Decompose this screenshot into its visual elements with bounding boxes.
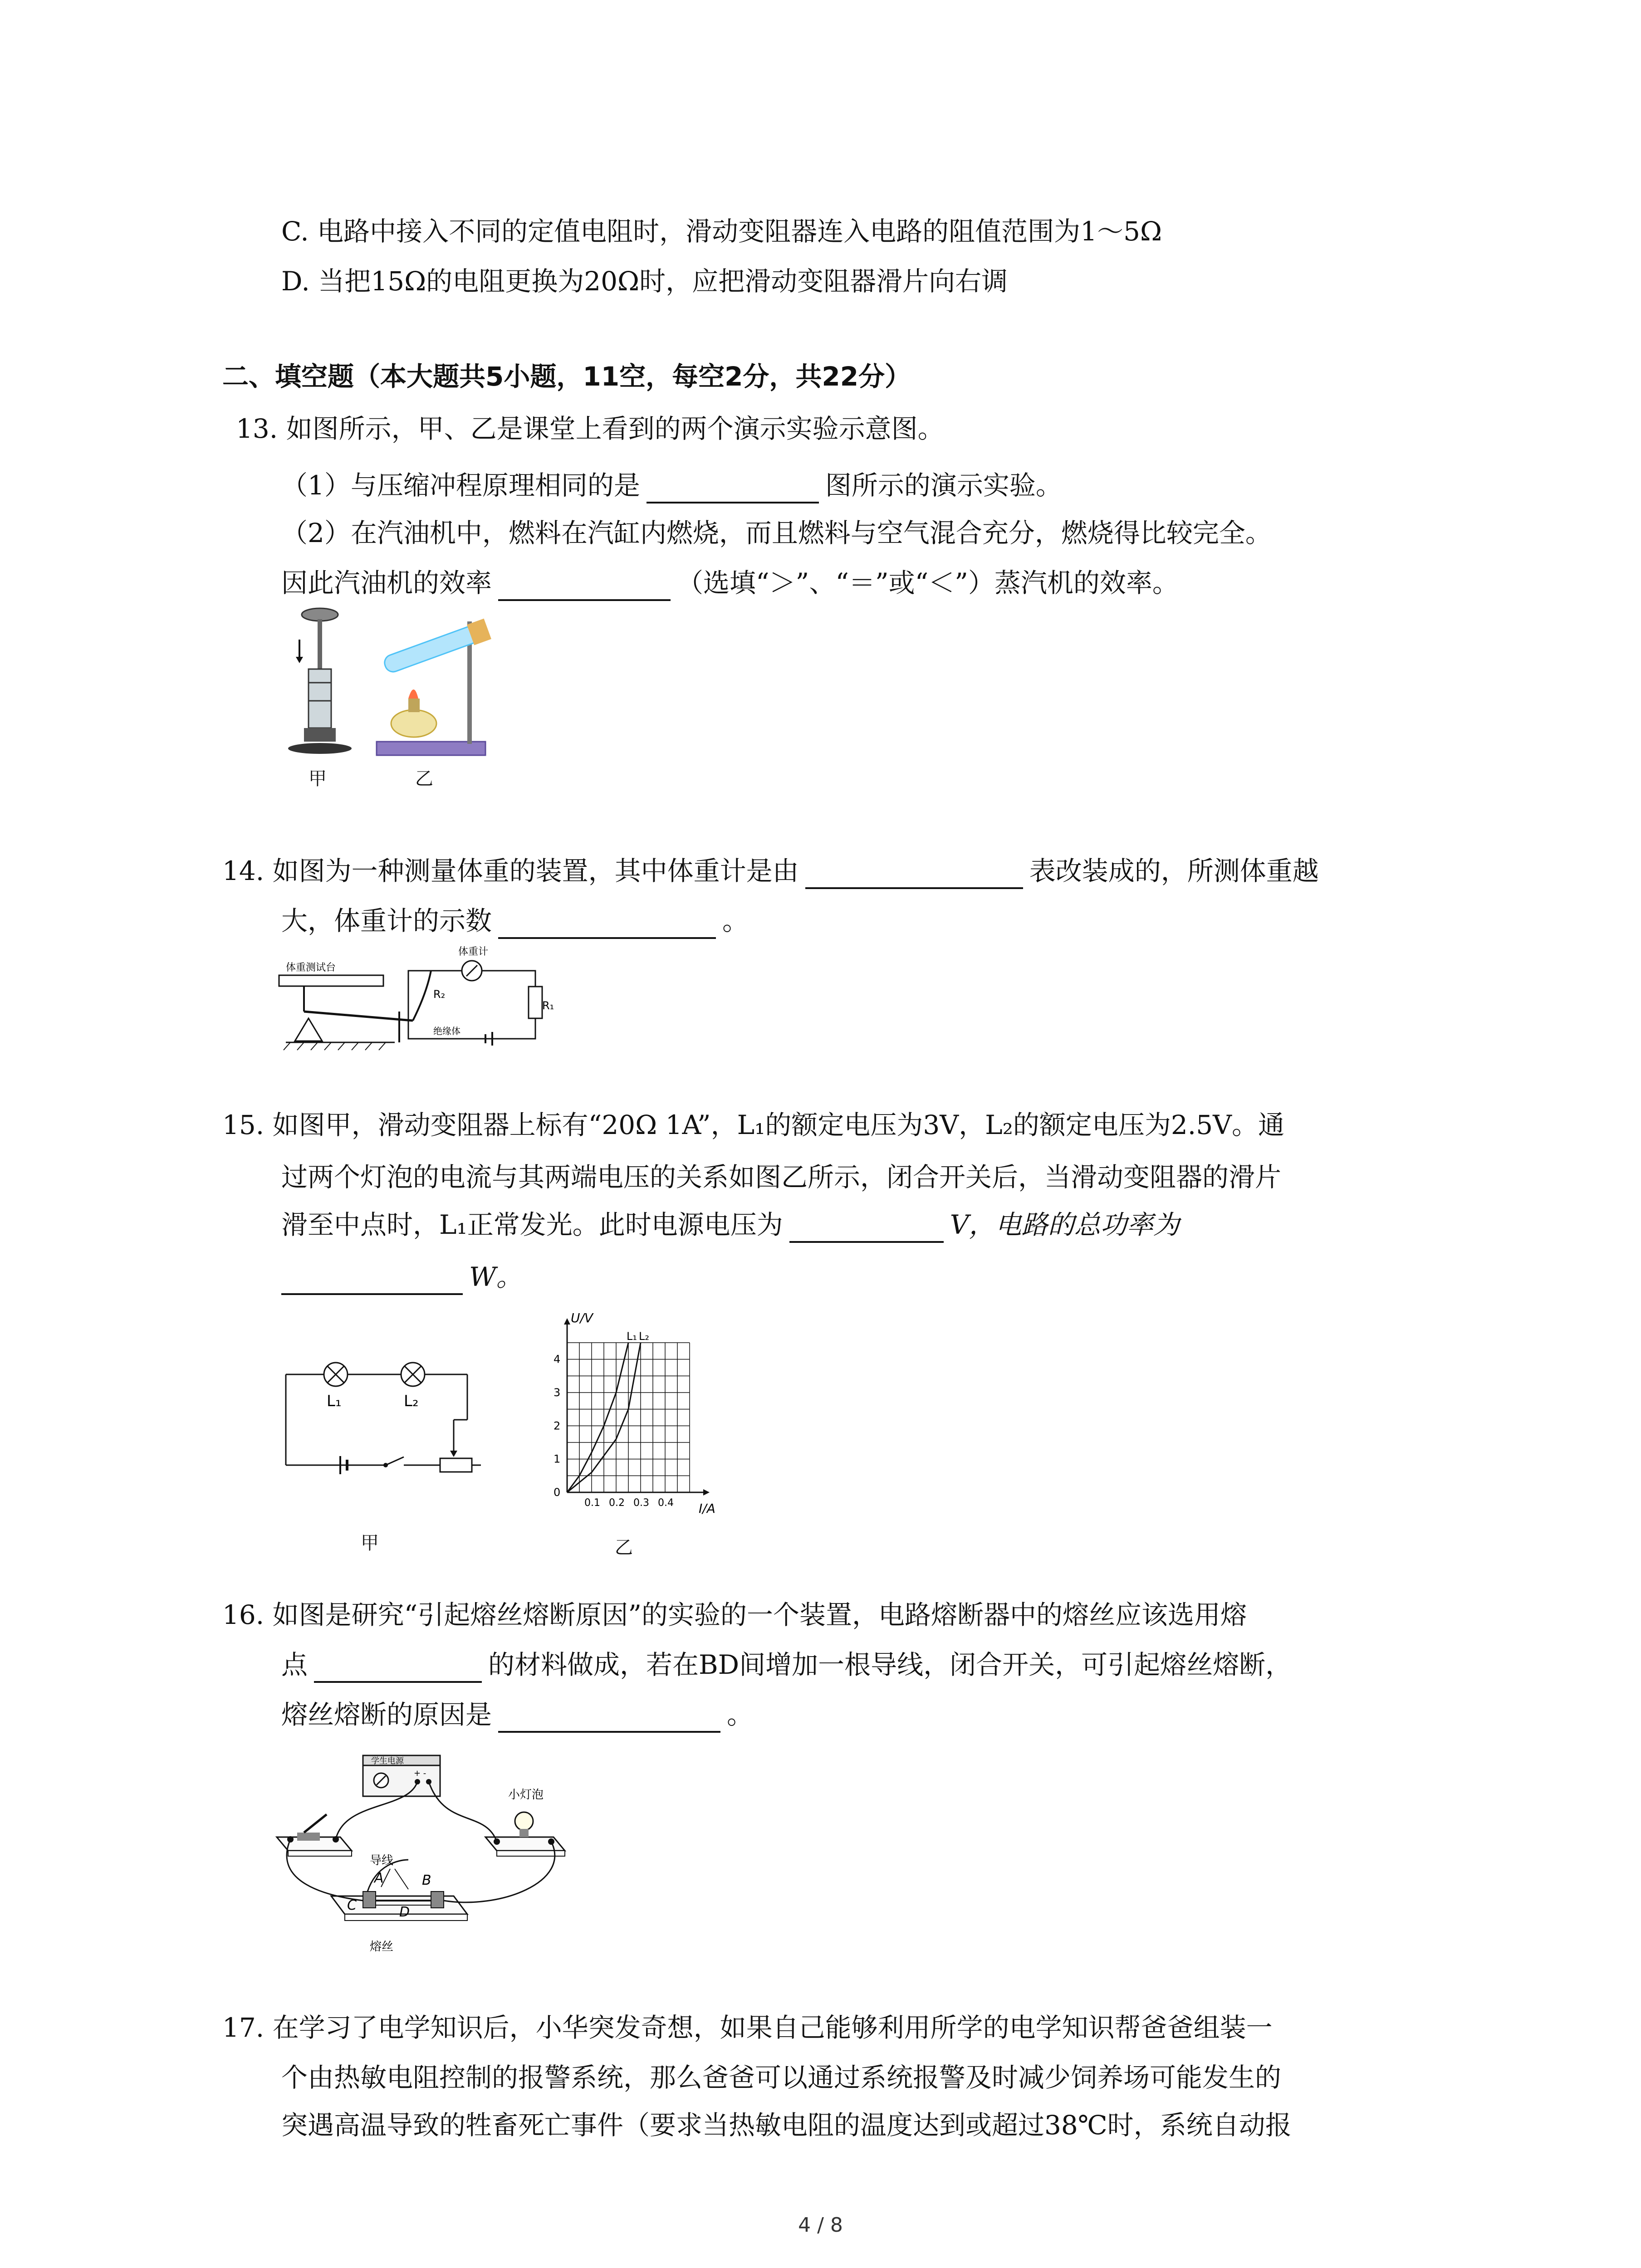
q14-label-insulator: 绝缘体 — [433, 1026, 460, 1036]
student-power-supply — [363, 1755, 440, 1796]
q15-line3-post: V，电路的总功率为 — [950, 1209, 1180, 1240]
q16-label-b: B — [422, 1872, 431, 1888]
x-tick-label: 0.3 — [633, 1497, 649, 1509]
q13-part1-pre: （1）与压缩冲程原理相同的是 — [281, 470, 640, 501]
switch — [383, 1457, 404, 1467]
page-number: 4 / 8 — [798, 2214, 843, 2237]
q14-line1-pre: 14. 如图为一种测量体重的装置，其中体重计是由 — [222, 855, 799, 886]
answer-blank[interactable] — [498, 574, 671, 601]
y-tick-label: 1 — [554, 1452, 561, 1466]
q15-line4 — [281, 1259, 523, 1295]
answer-blank[interactable] — [281, 1268, 463, 1295]
q16-line1: 16. 如图是研究“引起熔丝熔断原因”的实验的一个装置，电路熔断器中的熔丝应该选用熔 — [222, 1599, 1247, 1630]
lamp-l2 — [401, 1363, 425, 1386]
q15-line3-pre: 滑至中点时，L₁正常发光。此时电源电压为 — [281, 1209, 783, 1240]
q16-line2-post: 的材料做成，若在BD间增加一根导线，闭合开关，可引起熔丝熔断， — [488, 1649, 1292, 1680]
q16-line3-post: 。 — [727, 1699, 754, 1730]
q16-line2 — [281, 1647, 1292, 1683]
y-tick-label: 2 — [554, 1419, 561, 1432]
q15-line4-post: W。 — [469, 1261, 523, 1292]
answer-blank[interactable] — [647, 476, 819, 503]
section-heading: 二、填空题（本大题共5小题，11空，每空2分，共22分） — [222, 361, 911, 392]
switch-board — [277, 1814, 352, 1856]
q16-line3 — [281, 1696, 753, 1733]
series-label-2: L₂ — [639, 1330, 649, 1343]
q14-line2-pre: 大，体重计的示数 — [281, 905, 492, 936]
fuse-board — [331, 1854, 467, 1954]
answer-blank[interactable] — [789, 1216, 944, 1243]
q13-stem: 13. 如图所示，甲、乙是课堂上看到的两个演示实验示意图。 — [236, 413, 944, 444]
y-tick-label: 4 — [554, 1353, 561, 1366]
y-tick-label: 3 — [554, 1386, 561, 1399]
x-axis-arrow — [703, 1489, 710, 1496]
q13-part2-cont — [281, 565, 1179, 601]
q13-part2: （2）在汽油机中，燃料在汽缸内燃烧，而且燃料与空气混合充分，燃烧得比较完全。 — [281, 518, 1272, 548]
q15-ui-chart — [535, 1311, 753, 1520]
option-c: C. 电路中接入不同的定值电阻时，滑动变阻器连入电路的阻值范围为1～5Ω — [281, 216, 1162, 247]
q16-label-fuse: 熔丝 — [370, 1940, 394, 1954]
answer-blank[interactable] — [498, 912, 716, 939]
q13-part1 — [281, 467, 1062, 503]
series-line-1 — [567, 1343, 628, 1492]
svg-text:+ -: + - — [414, 1769, 426, 1778]
q13-caption-jia: 甲 — [309, 768, 327, 789]
q15-caption-yi: 乙 — [615, 1537, 633, 1558]
q14-label-r1: R₁ — [542, 999, 554, 1012]
q16-label-c: C — [347, 1897, 357, 1913]
q14-line1-post: 表改装成的，所测体重越 — [1029, 855, 1319, 886]
q14-line2-post: 。 — [722, 905, 749, 936]
q13-part2-post: （选填“＞”、“＝”或“＜”）蒸汽机的效率。 — [677, 567, 1179, 598]
series-label-1: L₁ — [627, 1330, 637, 1343]
x-tick-label: 0.4 — [658, 1497, 674, 1509]
q13-part1-post: 图所示的演示实验。 — [825, 470, 1062, 501]
y-axis-arrow — [564, 1318, 570, 1325]
lamp-l1 — [324, 1363, 348, 1386]
compression-apparatus — [288, 608, 352, 754]
q15-circuit-figure — [277, 1334, 531, 1506]
test-tube-heating — [377, 619, 491, 755]
q16-line3-pre: 熔丝熔断的原因是 — [281, 1699, 492, 1730]
q14-line2 — [281, 903, 749, 939]
answer-blank[interactable] — [314, 1656, 482, 1683]
q16-label-bulb: 小灯泡 — [508, 1788, 544, 1802]
q15-line3 — [281, 1207, 1180, 1243]
q17-line1: 17. 在学习了电学知识后，小华突发奇想，如果自己能够利用所学的电学知识帮爸爸组装一 — [222, 2012, 1273, 2043]
x-axis-label: I/A — [699, 1501, 715, 1516]
y-tick-label: 0 — [554, 1486, 561, 1499]
q14-label-platform: 体重测试台 — [286, 962, 336, 973]
q17-line3: 突遇高温导致的牲畜死亡事件（要求当热敏电阻的温度达到或超过38℃时，系统自动报 — [281, 2110, 1292, 2141]
y-axis-label: U/V — [571, 1310, 593, 1325]
x-tick-label: 0.2 — [609, 1497, 625, 1509]
q15-caption-jia: 甲 — [361, 1533, 379, 1554]
q16-label-power: 学生电源 — [371, 1756, 404, 1766]
q15-line1: 15. 如图甲，滑动变阻器上标有“20Ω 1A”，L₁的额定电压为3V，L₂的额定电压为2.5V。通 — [222, 1110, 1285, 1140]
q15-label-l2: L₂ — [404, 1392, 419, 1410]
q14-line1 — [222, 853, 1319, 889]
q14-label-meter: 体重计 — [458, 946, 489, 958]
q14-figure — [277, 943, 554, 1061]
option-d: D. 当把15Ω的电阻更换为20Ω时，应把滑动变阻器滑片向右调 — [281, 266, 1008, 297]
answer-blank[interactable] — [498, 1706, 720, 1733]
q13-caption-yi: 乙 — [415, 768, 433, 789]
x-tick-label: 0.1 — [584, 1497, 600, 1509]
q14-label-r2: R₂ — [433, 988, 446, 1001]
q16-line2-pre: 点 — [281, 1649, 308, 1680]
q16-label-d: D — [399, 1904, 410, 1920]
q15-label-l1: L₁ — [327, 1392, 342, 1410]
q16-label-wire: 导线 — [370, 1854, 394, 1867]
q13-figure — [272, 603, 526, 785]
q16-figure — [272, 1746, 572, 1960]
rheostat — [440, 1458, 472, 1472]
q13-part2-pre: 因此汽油机的效率 — [281, 567, 492, 598]
q16-label-a: A — [374, 1870, 384, 1886]
answer-blank[interactable] — [805, 862, 1023, 889]
q17-line2: 个由热敏电阻控制的报警系统，那么爸爸可以通过系统报警及时减少饲养场可能发生的 — [281, 2062, 1282, 2093]
q15-line2: 过两个灯泡的电流与其两端电压的关系如图乙所示，闭合开关后，当滑动变阻器的滑片 — [281, 1162, 1282, 1193]
